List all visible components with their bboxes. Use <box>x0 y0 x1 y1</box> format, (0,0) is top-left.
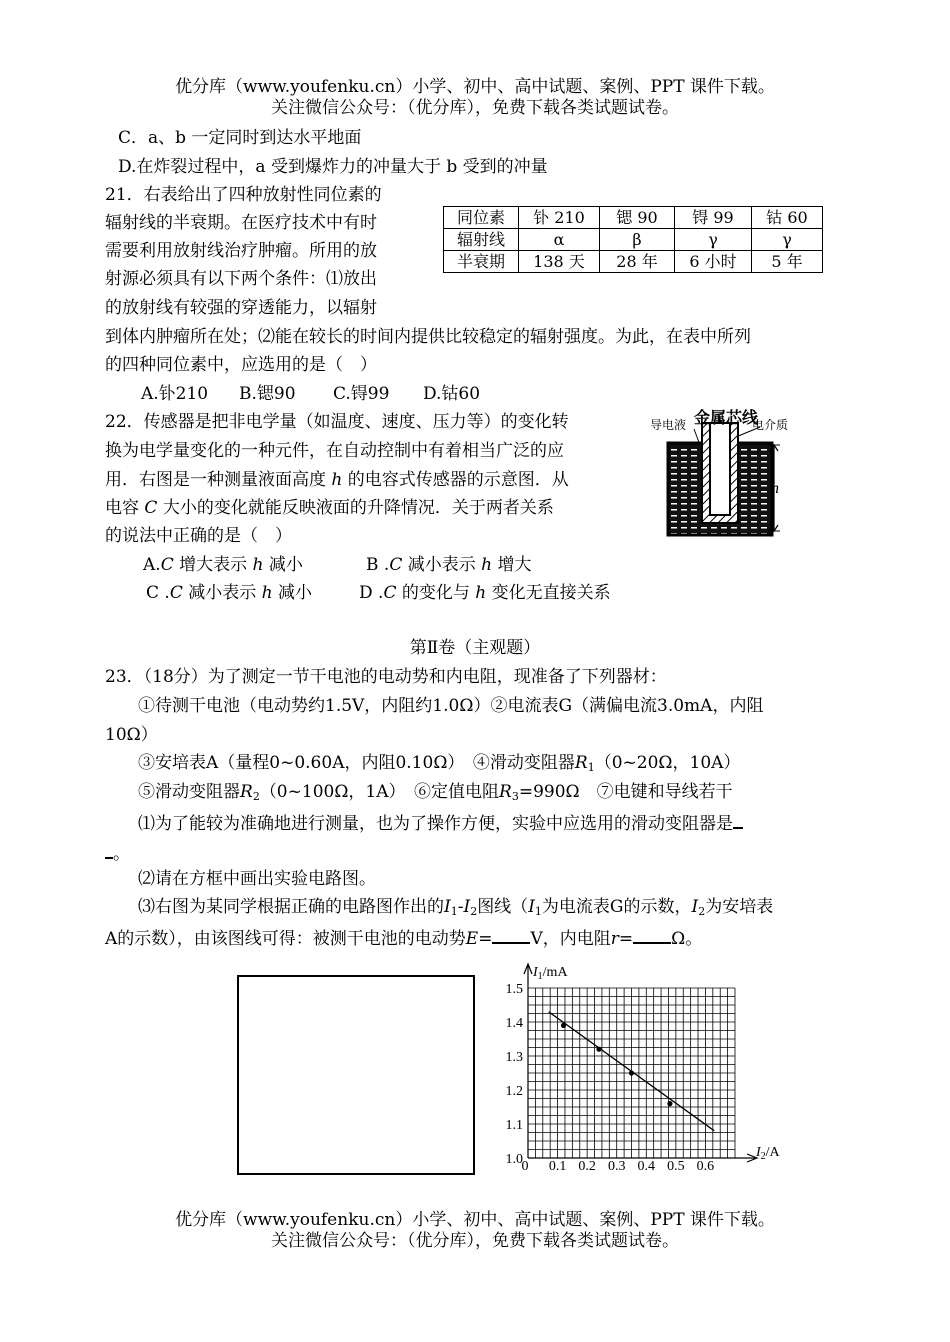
label-conductive-liquid: 导电液 <box>650 418 687 432</box>
table-row <box>444 251 823 273</box>
q23-sub1: ⑴为了能较为准确地进行测量，也为了操作方便，实验中应选用的滑动变阻器是 <box>138 813 743 833</box>
q22-option-d: D .C 的变化与 h 变化无直接关系 <box>359 583 611 603</box>
q23-line-5: ⑤滑动变阻器$R_2(0\sim 100\Omega$，1A） ⑥定值电阻$R_3=990\Omega$ ⑦电键和导线若干 <box>138 782 733 803</box>
x-tick-label: 0 <box>521 1159 529 1174</box>
y-tick-label: 1.1 <box>505 1118 523 1133</box>
q23-line-3: 10Ω） <box>105 725 158 745</box>
table-cell: 钋 210 <box>519 207 600 229</box>
q21-line-5: 的放射线有较强的穿透能力，以辐射 <box>105 298 377 318</box>
q22-line-3: 用．右图是一种测量液面高度 h 的电容式传感器的示意图．从 <box>105 470 569 490</box>
x-tick-label: 0.3 <box>607 1159 626 1174</box>
q21-line-7: 的四种同位素中，应选用的是（ ） <box>105 355 377 375</box>
table-cell: β <box>600 229 675 251</box>
table-cell: α <box>519 229 600 251</box>
table-cell: γ <box>752 229 823 251</box>
q21-option-c: C.锝99 <box>333 384 390 404</box>
part2-title: 第Ⅱ卷（主观题） <box>409 638 541 658</box>
y-tick-label: 1.0 <box>505 1152 523 1167</box>
answer-blank[interactable] <box>733 813 743 829</box>
header-line-2: 关注微信公众号：（优分库），免费下载各类试题试卷。 <box>271 98 679 118</box>
answer-blank[interactable] <box>105 843 113 859</box>
y-tick-label: 1.2 <box>505 1084 523 1099</box>
q23-line-2: ①待测干电池（电动势约1.5V，内阻约1.0Ω）②电流表G（满偏电流3.0mA，内阻 <box>138 696 764 716</box>
q23-sub2: ⑵请在方框中画出实验电路图。 <box>138 869 376 889</box>
q21-line-4: 射源必须具有以下两个条件：⑴放出 <box>105 269 377 289</box>
x-tick-label: 0.5 <box>667 1159 685 1174</box>
metal-core <box>710 423 730 515</box>
y-axis-label: $I_1/mA$ <box>533 965 568 982</box>
x-axis-label: $I_2/A$ <box>756 1145 780 1162</box>
x-tick-label: 0.1 <box>548 1159 567 1174</box>
table-cell: 138 天 <box>519 251 600 273</box>
q21-option-d: D.钴60 <box>423 384 481 404</box>
label-metal-core: 金属芯线 <box>694 408 759 427</box>
footer-line-2: 关注微信公众号：（优分库），免费下载各类试题试卷。 <box>271 1231 679 1251</box>
emf-answer-blank[interactable] <box>492 928 530 944</box>
isotope-table <box>443 206 823 273</box>
q23-sub3-line-1: ⑶右图为某同学根据正确的电路图作出的$I_1-I_2$图线（$I_1$为电流表G的示数，$I_2$为安培表 <box>138 897 774 918</box>
table-cell: 28 年 <box>600 251 675 273</box>
q23-sub1-end: 。 <box>105 843 130 863</box>
q22-option-c: C .C 减小表示 h 减小 <box>146 583 313 603</box>
table-cell: 5 年 <box>752 251 823 273</box>
y-tick-label: 1.4 <box>505 1016 523 1031</box>
x-tick-label: 0.2 <box>578 1159 596 1174</box>
q21-line-1: 21．右表给出了四种放射性同位素的 <box>105 185 382 205</box>
table-cell: 同位素 <box>444 207 519 229</box>
data-point <box>667 1101 672 1106</box>
table-cell: 锶 90 <box>600 207 675 229</box>
y-tick-label: 1.5 <box>505 982 523 997</box>
label-height: h <box>771 480 779 497</box>
q22-line-4: 电容 C 大小的变化就能反映液面的升降情况．关于两者关系 <box>105 498 554 518</box>
q22-option-b: B .C 减小表示 h 增大 <box>366 555 532 575</box>
q23-sub3-line-2: A的示数），由该图线可得：被测干电池的电动势E= V，内电阻r= Ω。 <box>105 929 703 949</box>
q20-option-d: D.在炸裂过程中，a 受到爆炸力的冲量大于 b 受到的冲量 <box>118 157 548 177</box>
circuit-drawing-box[interactable] <box>237 975 475 1175</box>
i1-i2-graph <box>490 958 800 1180</box>
table-cell: 辐射线 <box>444 229 519 251</box>
q23-line-1: 23．（18分）为了测定一节干电池的电动势和内电阻，现准备了下列器材： <box>105 667 667 687</box>
x-tick-label: 0.4 <box>637 1159 656 1174</box>
q22-line-2: 换为电学量变化的一种元件，在自动控制中有着相当广泛的应 <box>105 441 564 461</box>
table-cell: γ <box>675 229 752 251</box>
data-point <box>629 1070 634 1075</box>
q21-option-b: B.锶90 <box>239 384 296 404</box>
table-cell: 6 小时 <box>675 251 752 273</box>
data-point <box>596 1047 601 1052</box>
header-line-1: 优分库（www.youfenku.cn）小学、初中、高中试题、案例、PPT 课件下载。 <box>175 77 775 97</box>
q22-line-1: 22．传感器是把非电学量（如温度、速度、压力等）的变化转 <box>105 412 569 432</box>
q21-line-6: 到体内肿瘤所在处；⑵能在较长的时间内提供比较稳定的辐射强度。为此，在表中所列 <box>105 327 751 347</box>
q23-line-4: ③安培表A（量程0~0.60A，内阻0.10Ω） ④滑动变阻器$R_1(0\sim 20\Omega$，10A） <box>138 753 741 774</box>
data-point <box>561 1023 566 1028</box>
q22-line-5: 的说法中正确的是（ ） <box>105 526 292 546</box>
label-dielectric: 电介质 <box>752 418 789 432</box>
q20-option-c: C．a、b 一定同时到达水平地面 <box>118 128 362 148</box>
capacitive-sensor-figure <box>640 405 810 540</box>
table-cell: 钴 60 <box>752 207 823 229</box>
q21-option-a: A.钋210 <box>141 384 209 404</box>
q22-option-a: A.C 增大表示 h 减小 <box>143 555 303 575</box>
q21-line-2: 辐射线的半衰期。在医疗技术中有时 <box>105 213 377 233</box>
table-row <box>444 207 823 229</box>
q21-line-3: 需要利用放射线治疗肿瘤。所用的放 <box>105 241 377 261</box>
table-row <box>444 229 823 251</box>
y-tick-label: 1.3 <box>505 1050 523 1065</box>
x-tick-label: 0.6 <box>696 1159 715 1174</box>
resistance-answer-blank[interactable] <box>633 928 671 944</box>
table-cell: 锝 99 <box>675 207 752 229</box>
footer-line-1: 优分库（www.youfenku.cn）小学、初中、高中试题、案例、PPT 课件下载。 <box>175 1210 775 1230</box>
table-cell: 半衰期 <box>444 251 519 273</box>
